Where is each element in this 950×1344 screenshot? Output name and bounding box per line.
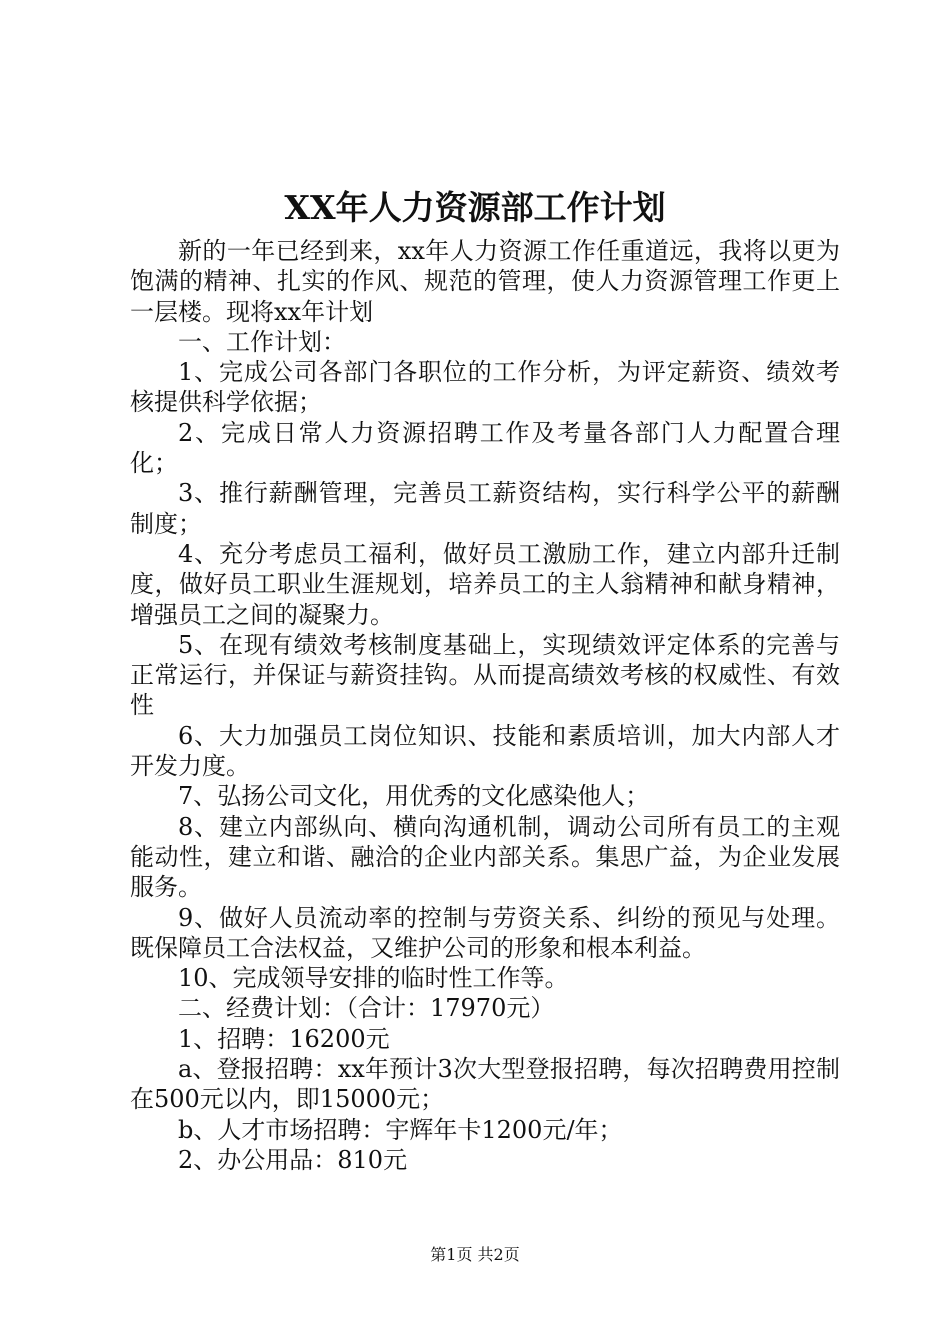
- list-item: 5、在现有绩效考核制度基础上，实现绩效评定体系的完善与正常运行，并保证与薪资挂钩。从而提高绩效考核的权威性、有效性: [130, 630, 840, 720]
- heading-work-plan: 一、工作计划：: [178, 327, 346, 356]
- list-item: 7、弘扬公司文化，用优秀的文化感染他人；: [178, 782, 650, 811]
- list-item: 4、充分考虑员工福利，做好员工激励工作，建立内部升迁制度，做好员工职业生涯规划，培养员工的主人翁精神和献身精神，增强员工之间的凝聚力。: [130, 539, 840, 629]
- document-title: XX年人力资源部工作计划: [284, 188, 666, 227]
- list-item: 10、完成领导安排的临时性工作等。: [178, 964, 569, 993]
- page-number-footer: 第1页 共2页: [430, 1245, 520, 1264]
- list-item: 1、完成公司各部门各职位的工作分析，为评定薪资、绩效考核提供科学依据；: [130, 358, 840, 417]
- budget-subitem: a、登报招聘：xx年预计3次大型登报招聘，每次招聘费用控制在500元以内，即15000元；: [130, 1055, 840, 1114]
- list-item: 3、推行薪酬管理，完善员工薪资结构，实行科学公平的薪酬制度；: [130, 479, 840, 538]
- list-item: 8、建立内部纵向、横向沟通机制，调动公司所有员工的主观能动性，建立和谐、融洽的企业内部关系。集思广益，为企业发展服务。: [130, 812, 840, 902]
- budget-item: 2、办公用品：810元: [178, 1145, 408, 1174]
- list-item: 2、完成日常人力资源招聘工作及考量各部门人力配置合理化；: [130, 418, 840, 478]
- budget-subitem: b、人才市场招聘：宇辉年卡1200元/年；: [178, 1115, 623, 1144]
- heading-budget-plan: 二、经费计划：（合计：17970元）: [178, 994, 555, 1023]
- list-item: 6、大力加强员工岗位知识、技能和素质培训，加大内部人才开发力度。: [130, 721, 840, 781]
- list-item: 9、做好人员流动率的控制与劳资关系、纠纷的预见与处理。既保障员工合法权益，又维护公司的形象和根本利益。: [130, 903, 840, 962]
- document-body: [130, 236, 840, 1175]
- budget-item: 1、招聘：16200元: [178, 1024, 390, 1053]
- paragraph-intro: 新的一年已经到来，xx年人力资源工作任重道远，我将以更为饱满的精神、扎实的作风、规范的管理，使人力资源管理工作更上一层楼。现将xx年计划: [130, 237, 840, 326]
